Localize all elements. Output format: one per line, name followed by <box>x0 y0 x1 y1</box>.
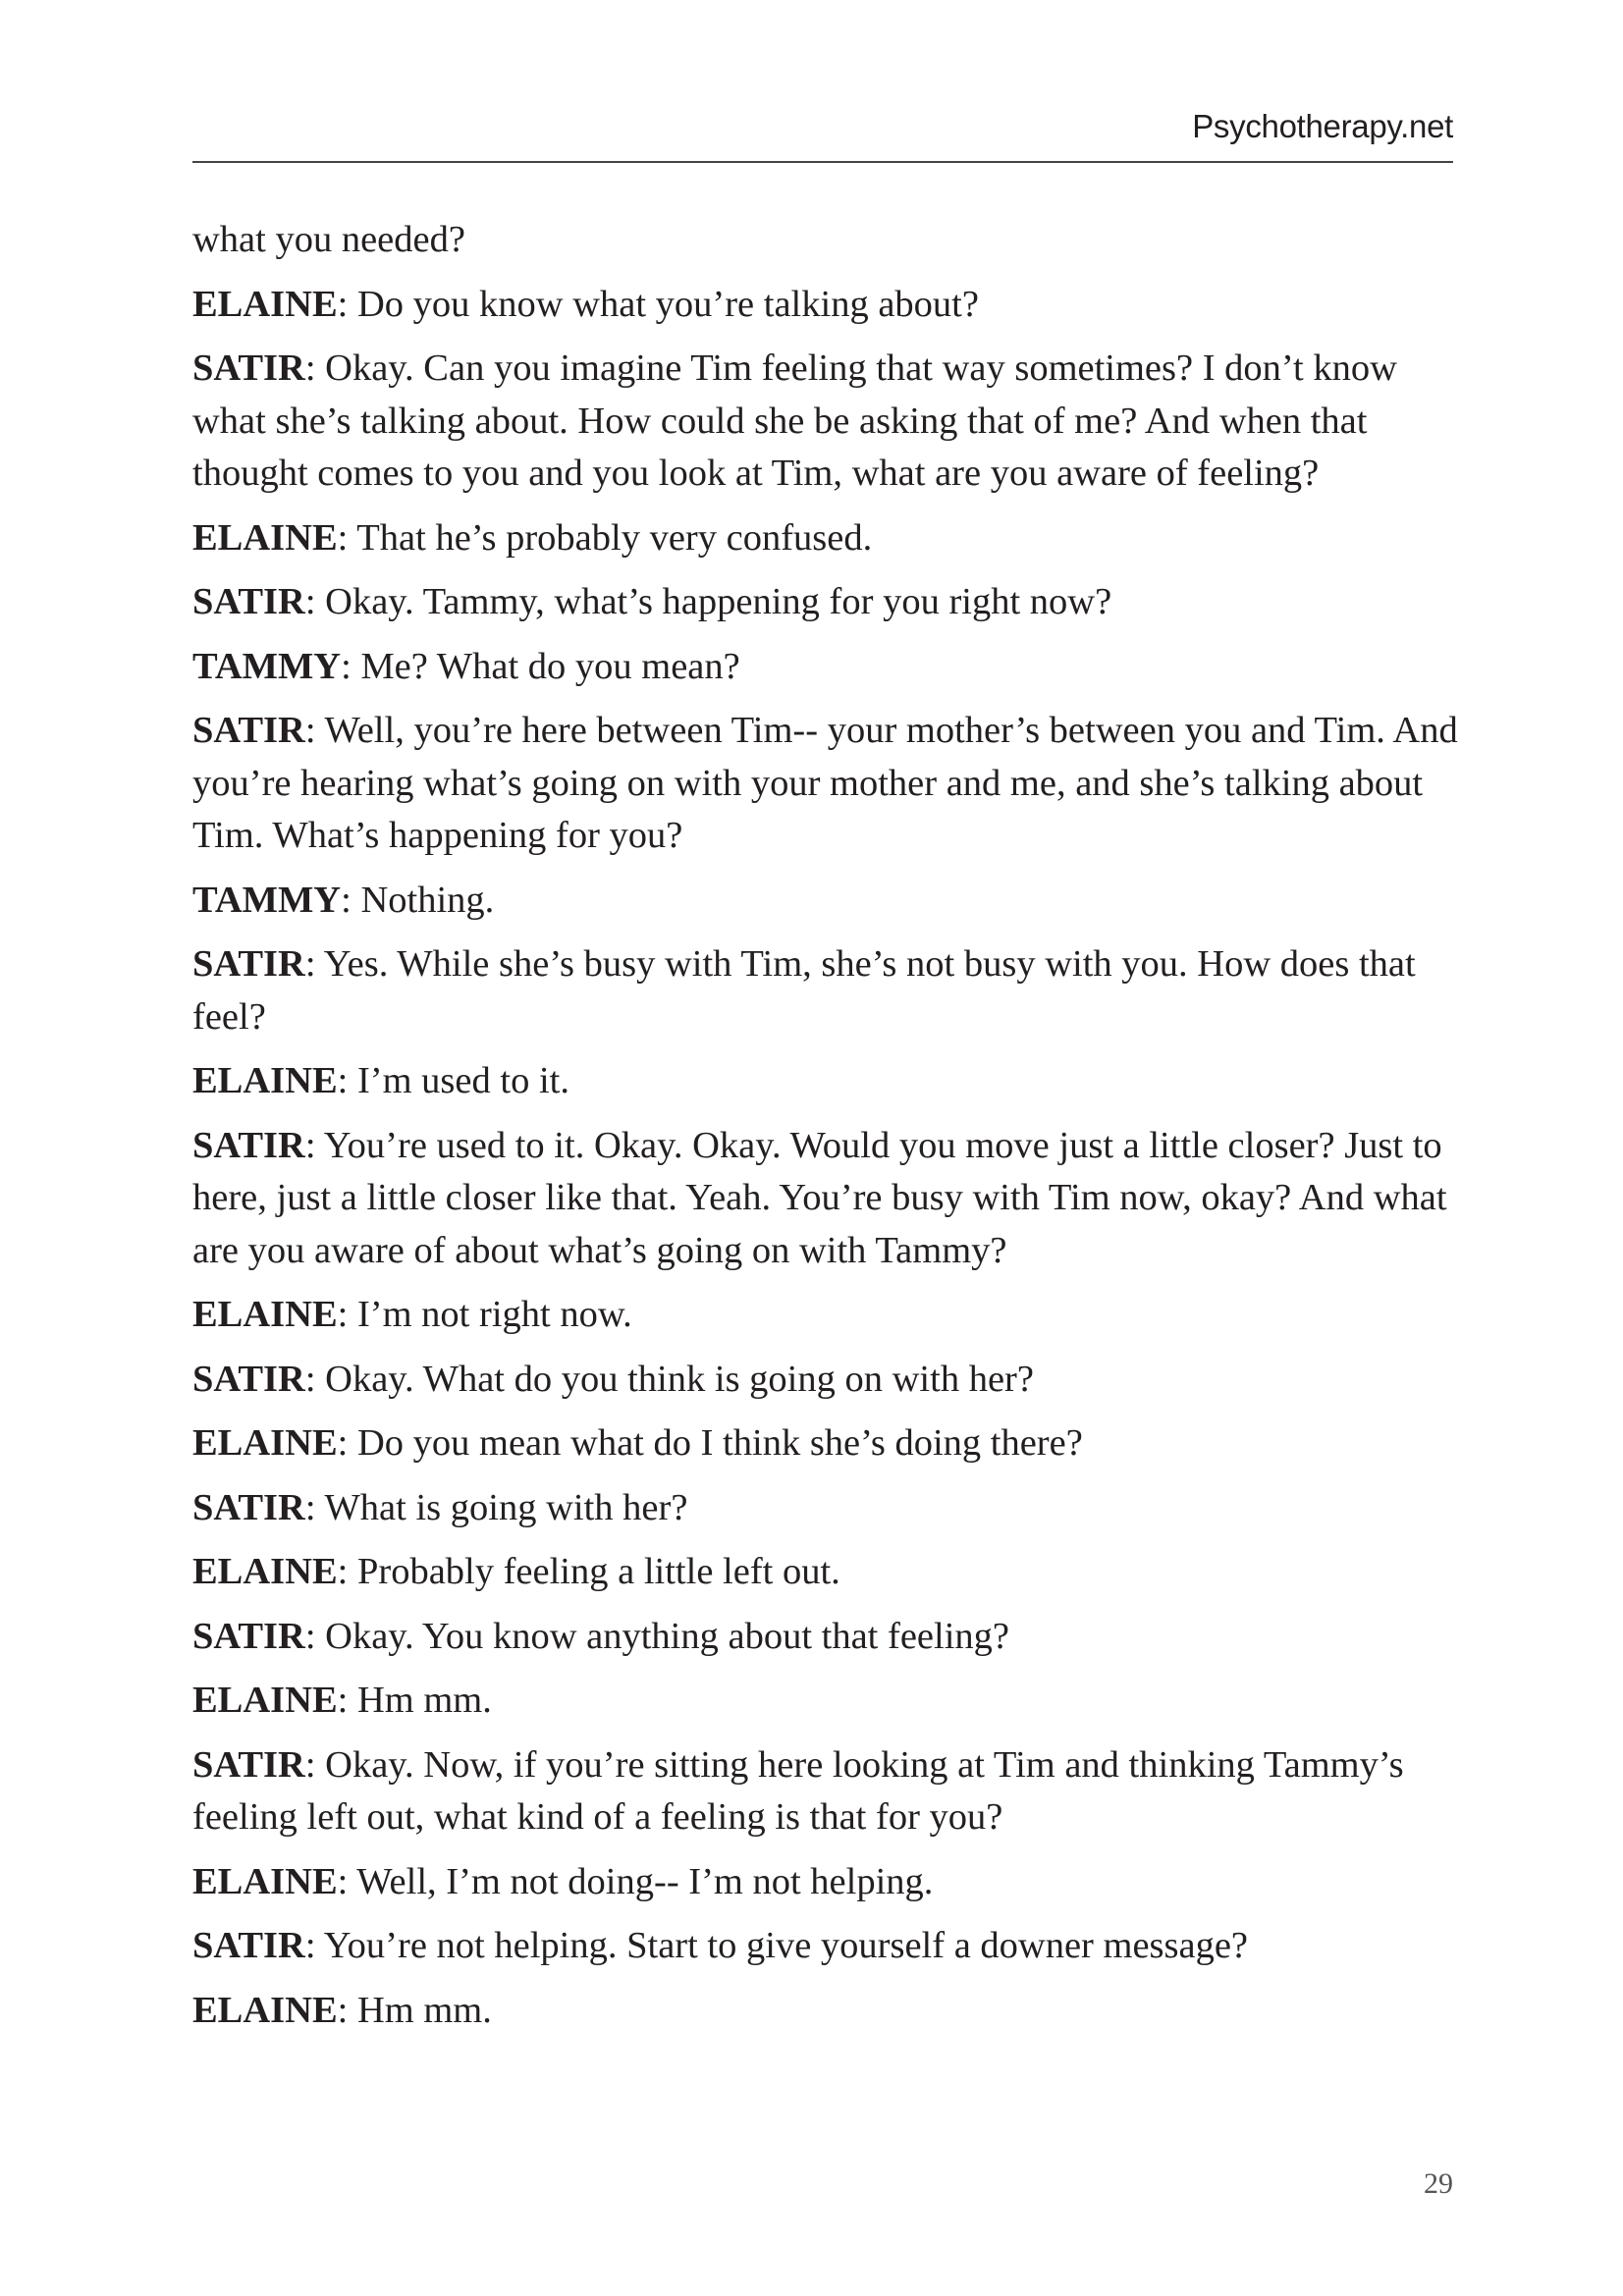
dialogue-text: Hm mm. <box>356 1989 492 2031</box>
speaker-name: SATIR <box>192 347 305 389</box>
dialogue-line: SATIR: What is going with her? <box>192 1486 688 1528</box>
speaker-name: SATIR <box>192 710 305 751</box>
dialogue-text: Okay. Can you imagine Tim feeling that way sometimes? I don’t know what she’s talking about. How could she be asking that of me? And when that thought comes to you and you look at Tim, what are you aware of feeling? <box>192 347 1397 494</box>
dialogue-text: Do you mean what do I think she’s doing there? <box>356 1422 1083 1464</box>
dialogue-line: SATIR: Okay. Now, if you’re sitting here looking at Tim and thinking Tammy’s feeling left out, what kind of a feeling is that for you? <box>192 1743 1404 1838</box>
dialogue-line: ELAINE: Well, I’m not doing-- I’m not helping. <box>192 1860 934 1902</box>
dialogue-line: ELAINE: I’m used to it. <box>192 1060 569 1101</box>
speaker-name: ELAINE <box>192 516 338 559</box>
dialogue-line: SATIR: Okay. You know anything about that feeling? <box>192 1615 1009 1657</box>
speaker-name: TAMMY <box>192 879 342 921</box>
dialogue-text: I’m not right now. <box>356 1294 632 1335</box>
dialogue-line: TAMMY: Me? What do you mean? <box>192 645 740 687</box>
speaker-name: SATIR <box>192 581 305 622</box>
dialogue-text: Okay. Tammy, what’s happening for you right now? <box>325 581 1112 622</box>
speaker-name: TAMMY <box>192 645 342 687</box>
dialogue-text: Okay. What do you think is going on with her? <box>325 1358 1034 1400</box>
dialogue-line: SATIR: Okay. What do you think is going on with her? <box>192 1358 1034 1400</box>
dialogue-text: What is going with her? <box>324 1486 688 1528</box>
dialogue-line: ELAINE: I’m not right now. <box>192 1294 632 1335</box>
speaker-name: SATIR <box>192 1124 305 1166</box>
speaker-name: ELAINE <box>192 1989 338 2031</box>
speaker-name: SATIR <box>192 1743 305 1786</box>
dialogue-text: Do you know what you’re talking about? <box>356 283 979 325</box>
dialogue-text: Probably feeling a little left out. <box>356 1551 840 1592</box>
dialogue-line: ELAINE: Do you know what you’re talking about? <box>192 283 979 325</box>
dialogue-line: SATIR: Okay. Tammy, what’s happening for you right now? <box>192 581 1112 622</box>
dialogue-line: ELAINE: Hm mm. <box>192 1989 492 2031</box>
dialogue-line: ELAINE: That he’s probably very confused. <box>192 516 873 559</box>
dialogue-list <box>192 279 1459 2038</box>
speaker-name: ELAINE <box>192 283 338 325</box>
dialogue-text: Nothing. <box>360 879 495 921</box>
speaker-name: SATIR <box>192 943 305 985</box>
dialogue-text: Yes. While she’s busy with Tim, she’s not busy with you. How does that feel? <box>192 943 1416 1038</box>
transcript-body <box>192 214 1459 2049</box>
speaker-name: SATIR <box>192 1615 305 1657</box>
dialogue-line: SATIR: Well, you’re here between Tim-- your mother’s between you and Tim. And you’re hearing what’s going on with your mother and me, and she’s talking about Tim. What’s happening for you? <box>192 710 1458 856</box>
dialogue-text: Me? What do you mean? <box>360 645 740 687</box>
speaker-name: ELAINE <box>192 1860 338 1902</box>
speaker-name: SATIR <box>192 1925 305 1966</box>
dialogue-text: I’m used to it. <box>356 1060 569 1101</box>
speaker-name: SATIR <box>192 1358 305 1400</box>
dialogue-line: ELAINE: Hm mm. <box>192 1680 492 1721</box>
speaker-name: SATIR <box>192 1486 305 1528</box>
dialogue-line: SATIR: You’re used to it. Okay. Okay. Would you move just a little closer? Just to here, just a little closer like that. Yeah. You’re busy with Tim now, okay? And what are you aware of about what’s going on with Tammy? <box>192 1124 1447 1271</box>
dialogue-text: You’re used to it. Okay. Okay. Would you move just a little closer? Just to here, just a little closer like that. Yeah. You’re busy with Tim now, okay? And what are you aware of about what’s going on with Tammy? <box>192 1124 1447 1271</box>
dialogue-line: SATIR: Okay. Can you imagine Tim feeling that way sometimes? I don’t know what she’s talking about. How could she be asking that of me? And when that thought comes to you and you look at Tim, what are you aware of feeling? <box>192 347 1397 494</box>
dialogue-line: ELAINE: Probably feeling a little left out. <box>192 1551 840 1592</box>
speaker-name: ELAINE <box>192 1680 338 1721</box>
speaker-name: ELAINE <box>192 1551 338 1592</box>
speaker-name: ELAINE <box>192 1060 338 1101</box>
dialogue-line: SATIR: Yes. While she’s busy with Tim, she’s not busy with you. How does that feel? <box>192 943 1416 1038</box>
site-name: Psychotherapy.net <box>1192 108 1453 144</box>
page-header <box>192 108 1453 163</box>
dialogue-text: Hm mm. <box>356 1680 492 1721</box>
page-number: 29 <box>1424 2167 1453 2200</box>
continuation-text: what you needed? <box>192 219 465 260</box>
dialogue-text: Well, you’re here between Tim-- your mother’s between you and Tim. And you’re hearing what’s going on with your mother and me, and she’s talking about Tim. What’s happening for you? <box>192 710 1458 856</box>
dialogue-line: SATIR: You’re not helping. Start to give yourself a downer message? <box>192 1925 1249 1966</box>
dialogue-text: That he’s probably very confused. <box>356 516 873 559</box>
dialogue-line: ELAINE: Do you mean what do I think she’s doing there? <box>192 1422 1083 1464</box>
dialogue-text: Okay. You know anything about that feeling? <box>325 1615 1009 1657</box>
dialogue-text: Okay. Now, if you’re sitting here looking at Tim and thinking Tammy’s feeling left out, what kind of a feeling is that for you? <box>192 1743 1404 1838</box>
speaker-name: ELAINE <box>192 1422 338 1464</box>
dialogue-line: TAMMY: Nothing. <box>192 879 495 921</box>
dialogue-text: You’re not helping. Start to give yourself a downer message? <box>323 1925 1249 1966</box>
speaker-name: ELAINE <box>192 1294 338 1335</box>
dialogue-text: Well, I’m not doing-- I’m not helping. <box>356 1860 934 1902</box>
